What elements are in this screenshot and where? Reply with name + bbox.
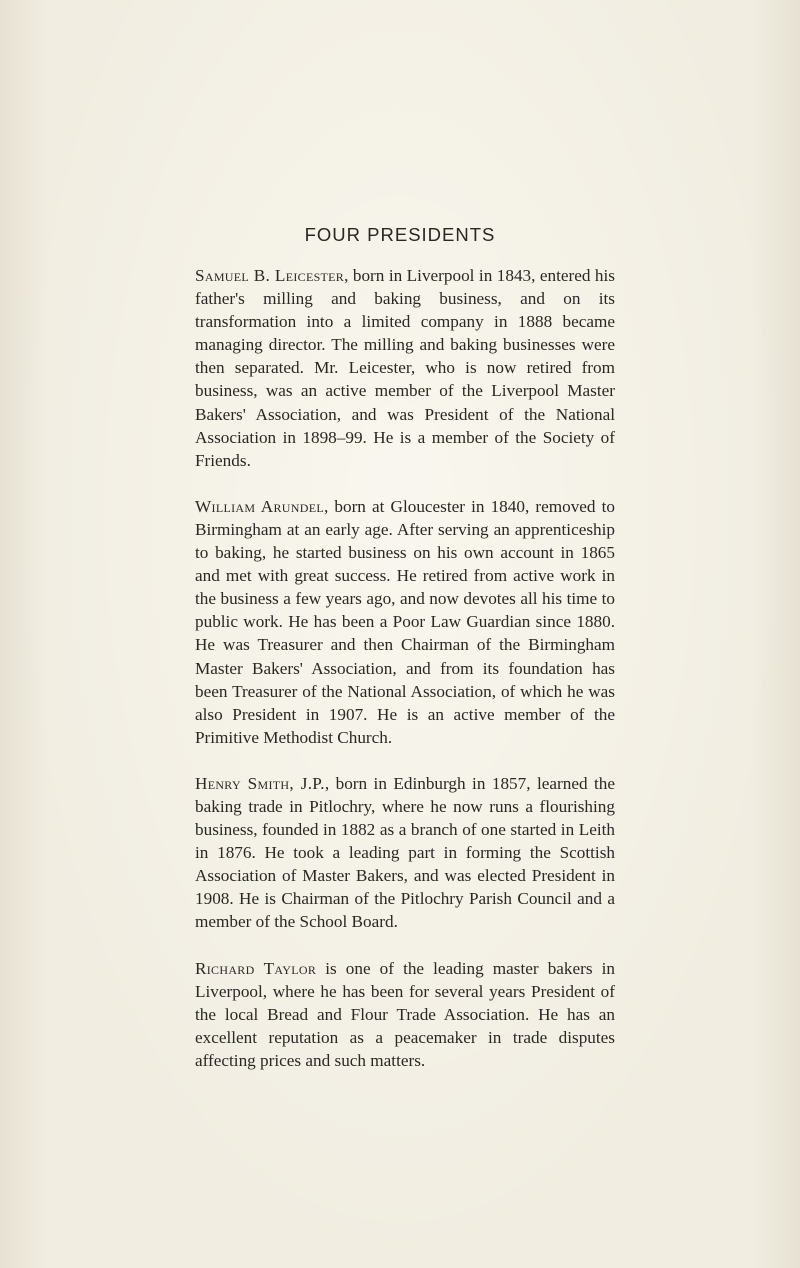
entry-name: William Arundel: [195, 496, 324, 516]
entry-text: , born in Edinburgh in 1857, learned the baking trade in Pitlochry, where he now runs a flourishing business, founded in 1882 as a branch of one started in Leith in 1876. He took a leading part in forming the Scottish Association of Master Bakers, and was elected President in 1908. He is Chairman of the Pitlochry Parish Council and a member of the School Board.: [195, 773, 616, 932]
entry-text: is one of the leading master bakers in Liverpool, where he has been for several years President of the local Bread and Flour Trade Association. He has an excellent reputation as a peacemaker in trade disputes affecting prices and such matters.: [195, 958, 615, 1070]
entry-name: Samuel B. Leicester: [195, 266, 345, 285]
entry-william-arundel: [195, 495, 615, 749]
page-title: FOUR PRESIDENTS: [304, 224, 496, 245]
entry-henry-smith: [195, 772, 615, 934]
entry-name: Richard Taylor: [195, 958, 317, 978]
entry-name: Henry Smith, J.P.: [195, 773, 325, 793]
entry-text: , born in Liverpool in 1843, entered his father's milling and baking business, and on its transformation into a limited company in 1888 became managing director. The milling and baking businesses were then separated. Mr. Leicester, who is now retired from business, was an active member of the Liverpool Master Bakers' Association, and was President of the National Association in 1898–99. He is a member of the Society of Friends.: [195, 266, 615, 470]
entry-text: , born at Gloucester in 1840, removed to Birmingham at an early age. After serving an apprenticeship to baking, he started business on his own account in 1865 and met with great success. He retired from active work in the business a few years ago, and now devotes all his time to public work. He has been a Poor Law Guardian since 1880. He was Treasurer and then Chairman of the Birmingham Master Bakers' Association, and from its foundation has been Treasurer of the National Association, of which he was also President in 1907. He is an active member of the Primitive Methodist Church.: [195, 496, 615, 747]
body-text: [195, 264, 615, 1095]
entry-samuel-leicester: [195, 264, 615, 472]
entry-richard-taylor: [195, 957, 615, 1072]
